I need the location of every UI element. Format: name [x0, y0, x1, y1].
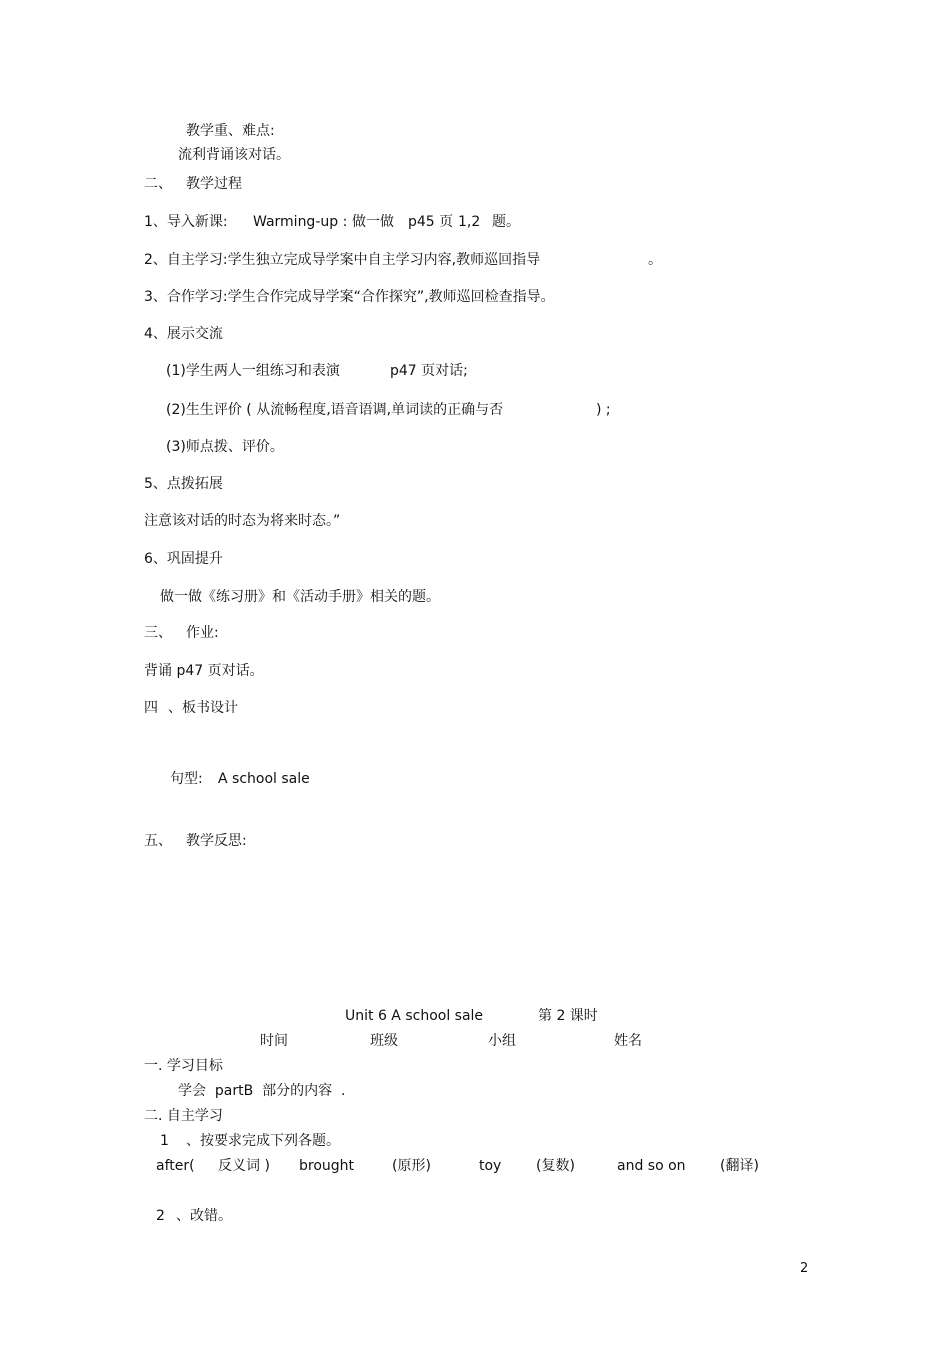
sentence-label: 句型: [170, 771, 203, 787]
question1-text: 、按要求完成下列各题。 [186, 1133, 340, 1149]
goals-text: 学会 partB 部分的内容 . [178, 1083, 346, 1099]
name-label: 姓名 [614, 1033, 642, 1049]
step3-text: 3、合作学习:学生合作完成导学案“合作探究”,教师巡回检查指导。 [144, 289, 555, 305]
reflection-number: 五、 [144, 833, 172, 849]
homework-text: 背诵 p47 页对话。 [144, 663, 264, 679]
step1-warmup: Warming-up : [253, 214, 348, 230]
step6-title: 6、巩固提升 [144, 551, 223, 567]
process-number: 二、 [144, 176, 172, 192]
step4-title: 4、展示交流 [144, 326, 223, 342]
time-label: 时间 [260, 1033, 288, 1049]
key-difficult-label: 教学重、难点: [186, 123, 275, 139]
step4-item3: (3)师点拨、评价。 [166, 439, 284, 455]
q1-after: after( [156, 1158, 195, 1174]
step6-text: 做一做《练习册》和《活动手册》相关的题。 [160, 589, 440, 605]
page-number: 2 [800, 1261, 809, 1276]
step1-label: 1、导入新课: [144, 214, 228, 230]
step1-page: p45 页 [408, 214, 454, 230]
goals-title: 一. 学习目标 [144, 1058, 223, 1074]
q1-plural: (复数) [536, 1158, 575, 1174]
step1-numbers: 1,2 [458, 214, 481, 230]
homework-title: 作业: [186, 625, 219, 641]
sentence-text: A school sale [218, 771, 310, 787]
process-title: 教学过程 [186, 176, 242, 192]
step4-item1-page: p47 页对话; [390, 363, 468, 379]
board-number: 四 [144, 700, 158, 716]
question2-text: 、改错。 [176, 1208, 232, 1224]
step1-do: 做一做 [352, 214, 394, 230]
homework-number: 三、 [144, 625, 172, 641]
q1-antonym: 反义词 ) [218, 1158, 270, 1174]
question1-number: 1 [160, 1133, 169, 1149]
group-label: 小组 [488, 1033, 516, 1049]
step4-item2: (2)生生评价 ( 从流畅程度,语音语调,单词读的正确与否 [166, 402, 504, 418]
q1-base-form: (原形) [392, 1158, 431, 1174]
step1-questions: 题。 [492, 214, 520, 230]
worksheet-title: Unit 6 A school sale [345, 1008, 484, 1024]
q1-toy: toy [479, 1158, 502, 1174]
key-difficult-text: 流利背诵该对话。 [178, 147, 290, 163]
self-study-title: 二. 自主学习 [144, 1108, 223, 1124]
step5-text: 注意该对话的时态为将来时态。” [144, 513, 341, 529]
class-label: 班级 [370, 1033, 398, 1049]
q1-translate: (翻译) [720, 1158, 759, 1174]
reflection-title: 教学反思: [186, 833, 247, 849]
question2-number: 2 [156, 1208, 165, 1224]
step4-item2-end: ) ; [596, 402, 611, 418]
step2-end: 。 [648, 252, 662, 268]
board-title: 、板书设计 [168, 700, 238, 716]
worksheet-period: 第 2 课时 [538, 1008, 598, 1024]
step2-text: 2、自主学习:学生独立完成导学案中自主学习内容,教师巡回指导 [144, 252, 541, 268]
step5-title: 5、点拨拓展 [144, 476, 223, 492]
q1-brought: brought [299, 1158, 355, 1174]
q1-and-so-on: and so on [617, 1158, 686, 1174]
step4-item1: (1)学生两人一组练习和表演 [166, 363, 340, 379]
